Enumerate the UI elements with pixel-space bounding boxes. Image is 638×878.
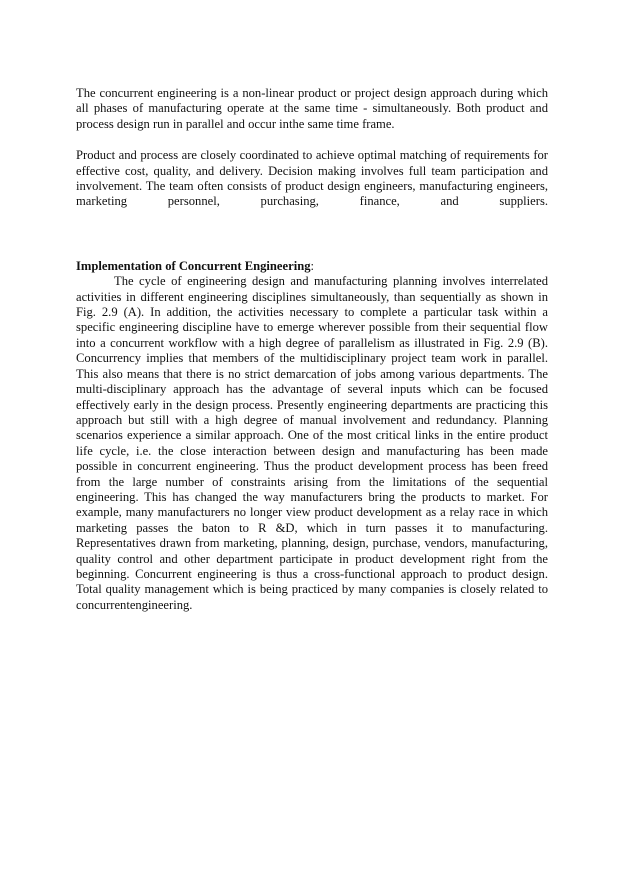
section-heading-text: Implementation of Concurrent Engineering (76, 258, 311, 273)
document-page (76, 86, 548, 613)
section-heading-colon: : (310, 258, 314, 273)
team-paragraph: Product and process are closely coordinated to achieve optimal matching of requirements for effective cost, quality, and delivery. Decision making involves full team participation and involvement. The team often consists of product design engineers, manufacturing engineers, marketing personnel, purchasing, finance, and suppliers. (76, 148, 548, 209)
paragraph-spacer (76, 132, 548, 148)
section-body-paragraph: The cycle of engineering design and manufacturing planning involves interrelated activities in different engineering disciplines simultaneously, than sequentially as shown in Fig. 2.9 (A). In addition, the activities necessary to complete a particular task within a specific engineering discipline have to emerge wherever possible from their sequential flow into a concurrent workflow with a high degree of parallelism as illustrated in Fig. 2.9 (B). Concurrency implies that members of the multidisciplinary project team work in parallel. This also means that there is no strict demarcation of jobs among various departments. The multi-disciplinary approach has the advantage of several inputs which can be focused effectively early in the design process. Presently engineering departments are practicing this approach but still with a high degree of manual involvement and redundancy. Planning scenarios experience a similar approach. One of the most critical links in the entire product life cycle, i.e. the close interaction between design and manufacturing has been made possible in concurrent engineering. Thus the product development process has been freed from the large number of constraints arising from the limitations of the sequential engineering. This has changed the way manufacturers bring the products to market. For example, many manufacturers no longer view product development as a relay race in which marketing passes the baton to R &D, which in turn passes it to manufacturing. Representatives drawn from marketing, planning, design, purchase, vendors, manufacturing, quality control and other department participate in product development right from the beginning. Concurrent engineering is thus a cross-functional approach to product design. Total quality management which is being practiced by many companies is closely related to concurrentengineering. (76, 274, 548, 612)
section-heading (76, 259, 548, 274)
section-spacer (76, 210, 548, 259)
intro-paragraph: The concurrent engineering is a non-linear product or project design approach during which all phases of manufacturing operate at the same time - simultaneously. Both product and process design run in parallel and occur inthe same time frame. (76, 86, 548, 131)
